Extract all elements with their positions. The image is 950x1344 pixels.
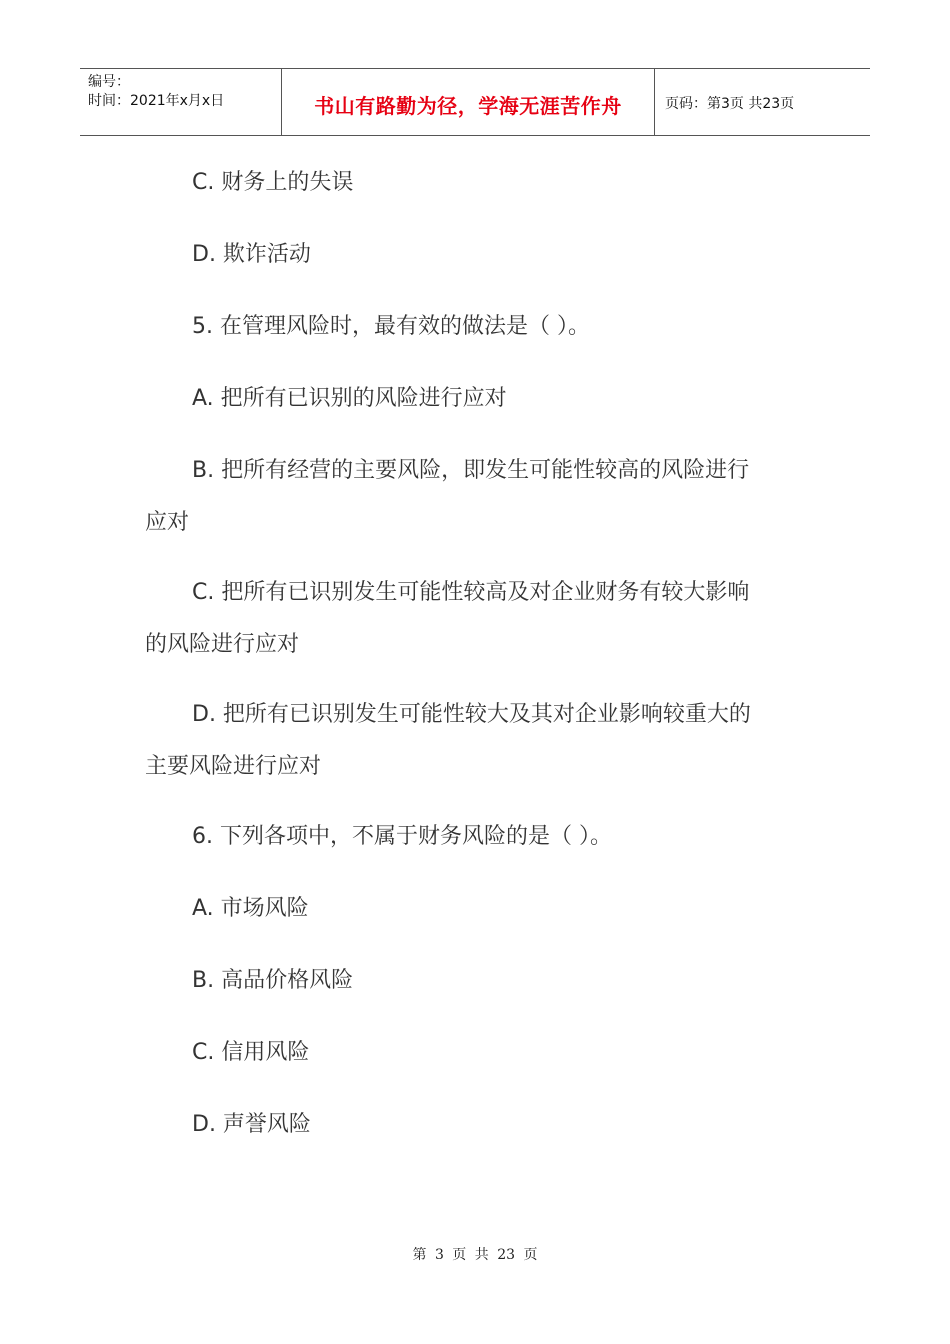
q5-option-a: A. 把所有已识别的风险进行应对 (192, 386, 507, 411)
q4-option-c: C. 财务上的失误 (192, 170, 354, 195)
q5-option-b-line2: 应对 (145, 510, 190, 535)
q6-option-b: B. 高品价格风险 (192, 968, 354, 993)
q6-option-c: C. 信用风险 (192, 1040, 310, 1065)
time-label: 时间：2021年x月x日 (88, 93, 225, 109)
q6-option-a: A. 市场风险 (192, 896, 309, 921)
question-6: 6. 下列各项中，不属于财务风险的是（ ）。 (192, 824, 612, 849)
q5-option-c-line2: 的风险进行应对 (145, 632, 300, 657)
serial-label: 编号： (88, 74, 130, 90)
q5-option-d-line1: D. 把所有已识别发生可能性较大及其对企业影响较重大的 (192, 702, 751, 727)
header-motto: 书山有路勤为径，学海无涯苦作舟 (282, 69, 655, 135)
q5-option-d-line2: 主要风险进行应对 (145, 754, 322, 779)
q6-option-d: D. 声誉风险 (192, 1112, 311, 1137)
q5-option-c-line1: C. 把所有已识别发生可能性较高及对企业财务有较大影响 (192, 580, 750, 605)
question-5: 5. 在管理风险时，最有效的做法是（ ）。 (192, 314, 590, 339)
header-page-info: 页码：第3页 共23页 (665, 96, 795, 112)
q5-option-b-line1: B. 把所有经营的主要风险，即发生可能性较高的风险进行 (192, 458, 750, 483)
page-footer: 第 3 页 共 23 页 (412, 1247, 538, 1263)
page-header (80, 68, 870, 136)
header-meta (80, 69, 282, 135)
q4-option-d: D. 欺诈活动 (192, 242, 311, 267)
